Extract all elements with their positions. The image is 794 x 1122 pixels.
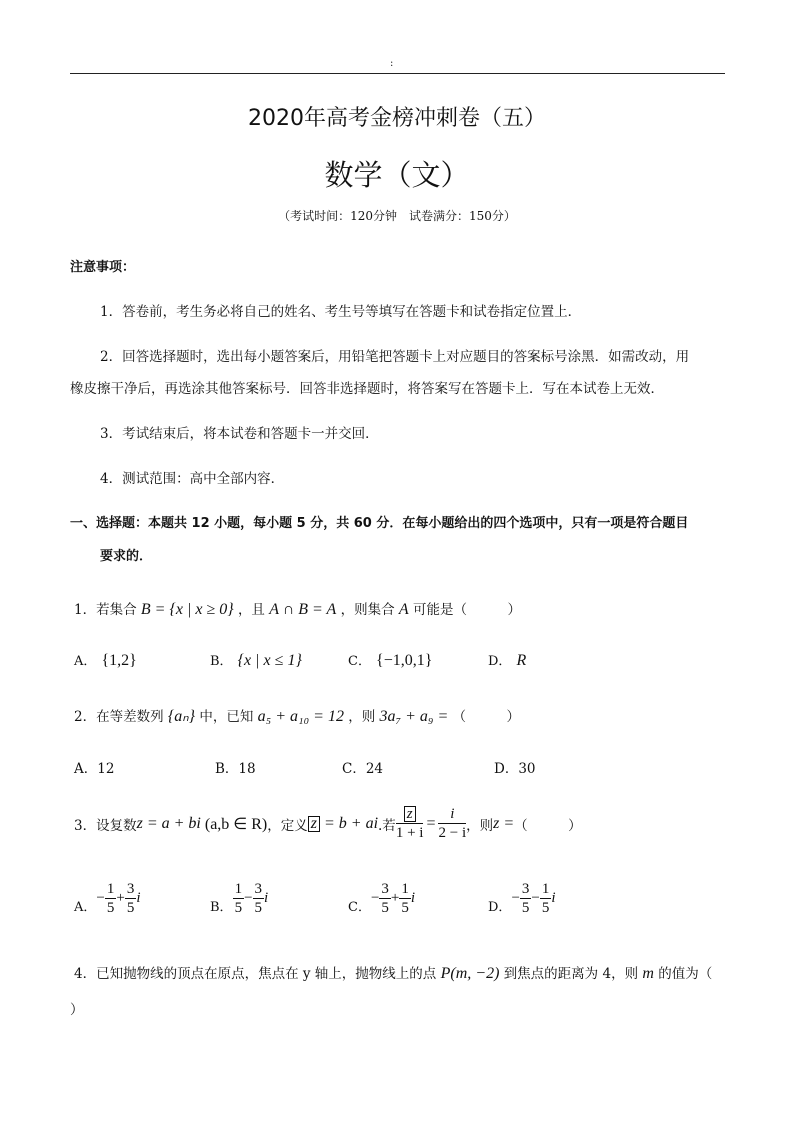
question-2 [74, 705, 520, 726]
q2-option-a: A．12 [74, 761, 115, 777]
notice-item-1: 1．答卷前，考生务必将自己的姓名、考生号等填写在答题卡和试卷指定位置上． [100, 304, 582, 320]
q1-option-d: D． R [488, 652, 527, 669]
q3-fraction-right: $\frac{i}{2 - i}$ [438, 806, 467, 841]
q3-option-b: B． $\frac{1}{5}$ − $\frac{3}{5}$ i [210, 881, 269, 916]
question-3 [74, 805, 582, 842]
subject-title: 数学（文） [324, 158, 470, 192]
q2-option-b: B．18 [215, 761, 256, 777]
section1-heading: 一、选择题：本题共 12 小题，每小题 5 分，共 60 分．在每小题给出的四个选项中，只有一项是符合题目 [70, 516, 689, 531]
q3-option-a: A． − $\frac{1}{5}$ + $\frac{3}{5}$ i [74, 881, 141, 916]
q3-boxed-z: z [308, 816, 320, 832]
q1-prefix: 1．若集合 [74, 602, 137, 618]
q2-condition: a₅ + a₁₀ = 12 [257, 708, 344, 725]
notice-item-3: 3．考试结束后，将本试卷和答题卡一并交回． [100, 426, 379, 442]
q1-option-a: A． {1,2} [74, 652, 137, 669]
q3-z-eq: z = [493, 814, 515, 832]
q3-option-d: D． − $\frac{3}{5}$ − $\frac{1}{5}$ i [488, 881, 556, 916]
q4-point: P(m, −2) [440, 965, 500, 982]
section1-heading-cont: 要求的． [100, 549, 153, 564]
q1-condition: A ∩ B = A [269, 601, 337, 618]
q4-prefix: 4．已知抛物线的顶点在原点，焦点在 y 轴上，抛物线上的点 [74, 966, 437, 982]
q3-suffix: （ ） [514, 817, 582, 834]
question-1 [74, 598, 521, 619]
q3-option-c: C． − $\frac{3}{5}$ + $\frac{1}{5}$ i [348, 881, 416, 916]
q1-option-b: B． {x | x ≤ 1} [210, 652, 302, 669]
q2-expr: 3a₇ + a₉ = [379, 708, 449, 725]
q2-sequence: {aₙ} [167, 708, 196, 725]
q2-option-c: C．24 [342, 761, 384, 777]
q2-suffix: （ ） [452, 709, 521, 725]
q4-mid: 到焦点的距离为 4，则 [503, 966, 639, 982]
q2-mid: 中，已知 [199, 709, 254, 725]
q2-mid2: ，则 [348, 709, 376, 725]
q4-suffix: 的值为（ [658, 966, 713, 982]
q3-domain: (a,b ∈ R) [204, 815, 268, 833]
q4-var: m [642, 965, 654, 982]
header-mark: : [390, 58, 394, 69]
q1-mid2: ，则集合 [340, 602, 395, 618]
q3-mid3: ，则 [466, 817, 494, 834]
question-4 [74, 962, 712, 983]
q3-prefix: 3．设复数 [74, 817, 137, 834]
header-rule [70, 73, 725, 74]
q4-close: ） [70, 1002, 84, 1018]
exam-info: （考试时间：120分钟 试卷满分：150分） [278, 209, 516, 223]
exam-title: 2020年高考金榜冲刺卷（五） [248, 106, 546, 131]
notice-item-4: 4．测试范围：高中全部内容． [100, 471, 285, 487]
q3-mid: ，定义 [267, 817, 308, 834]
q1-var: A [398, 601, 409, 618]
q2-prefix: 2．在等差数列 [74, 709, 164, 725]
notice-heading: 注意事项： [70, 260, 136, 275]
q3-z-def: z = a + bi [136, 814, 201, 832]
notice-item-2: 2．回答选择题时，选出每小题答案后，用铅笔把答题卡上对应题目的答案标号涂黑．如需改动，用 [100, 349, 690, 365]
q3-fraction-left: $\frac{z}{1 + i}$ [395, 806, 424, 841]
q1-option-c: C． {−1,0,1} [348, 652, 433, 669]
q1-set-b: B = {x | x ≥ 0} [140, 601, 234, 618]
notice-item-2-cont: 橡皮擦干净后，再选涂其他答案标号．回答非选择题时，将答案写在答题卡上．写在本试卷上无效． [70, 381, 664, 397]
q3-def-rhs: = b + ai [323, 814, 379, 832]
q1-mid: ，且 [237, 602, 265, 618]
q2-option-d: D．30 [494, 761, 536, 777]
q3-mid2: .若 [378, 817, 396, 834]
q3-equals: = [426, 814, 436, 832]
q1-suffix: 可能是（ ） [413, 602, 521, 618]
